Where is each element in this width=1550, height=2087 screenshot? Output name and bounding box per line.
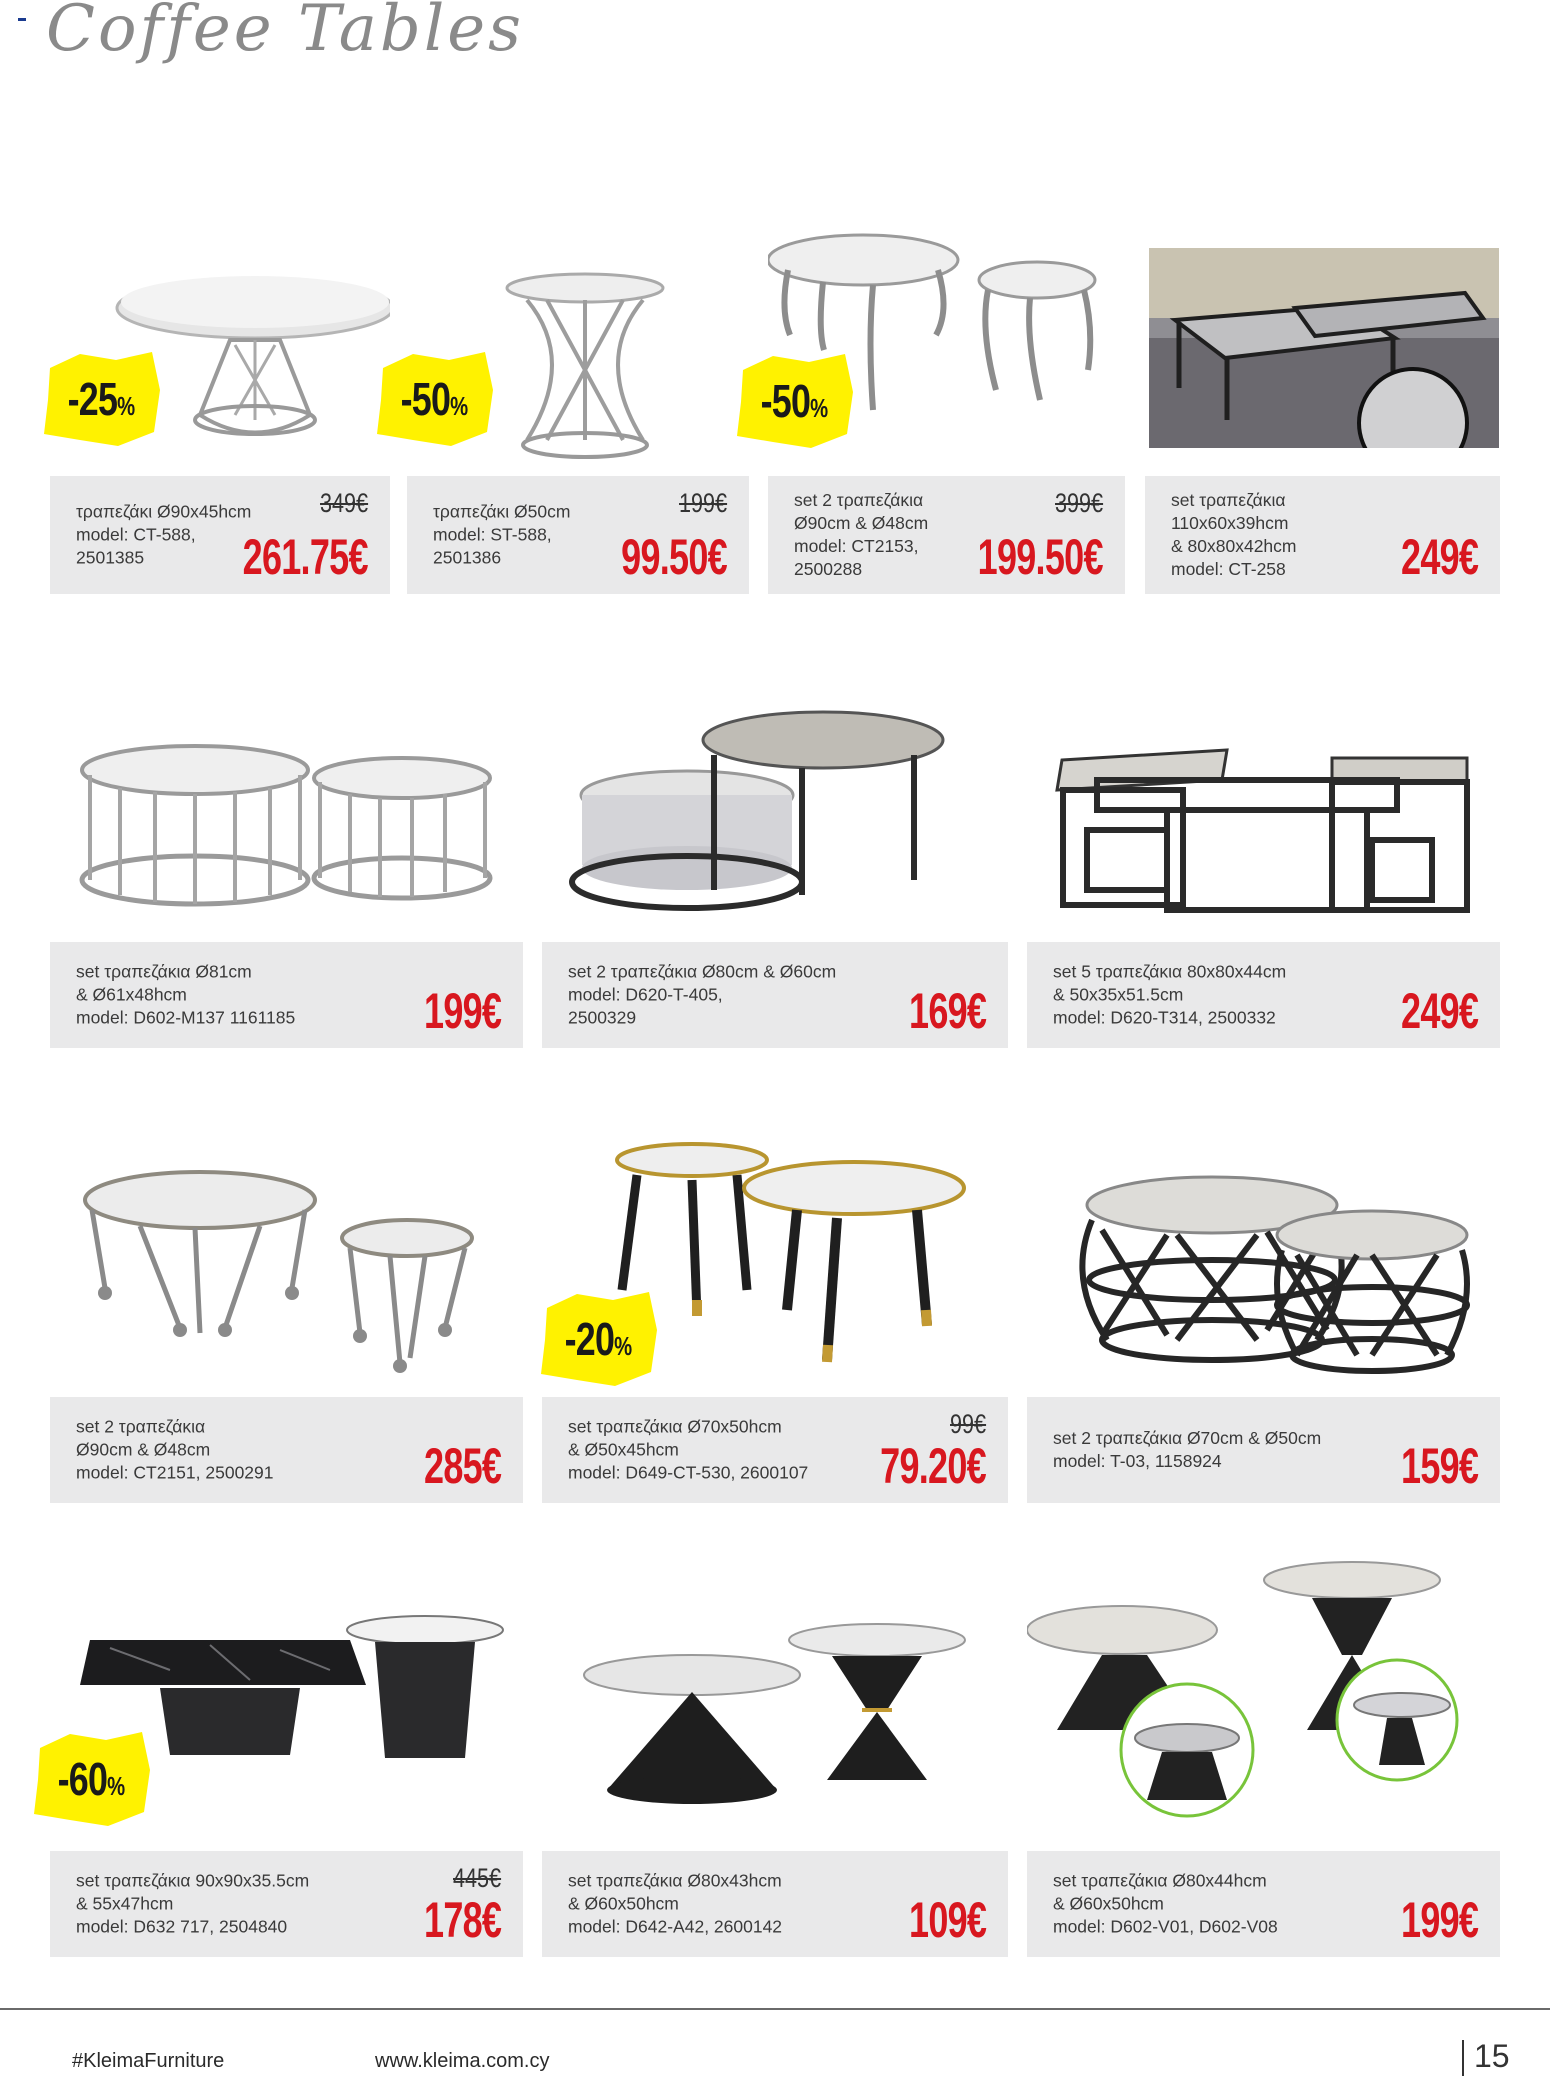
price: 199.50€ [977,529,1103,585]
discount-badge: -50% [373,350,495,450]
product-info [50,942,523,1048]
discount-badge: -25% [40,350,162,450]
footer-website-link[interactable]: www.kleima.com.cy [375,2050,550,2072]
product-card-6[interactable] [542,700,1008,1048]
product-info [1027,1851,1500,1957]
old-price: 445€ [452,1863,501,1893]
product-info [542,1851,1008,1957]
price: 159€ [1400,1438,1478,1494]
product-info [1027,942,1500,1048]
product-card-9[interactable] [542,1140,1008,1503]
product-card-10[interactable] [1027,1160,1500,1503]
product-card-5[interactable] [50,720,523,1048]
product-description: set τραπεζάκια Ø80x44hcm & Ø60x50hcm model: D602-V01, D602-V08 [1053,1870,1278,1937]
product-description: set τραπεζάκια Ø80x43hcm & Ø60x50hcm model: D642-A42, 2600142 [568,1870,783,1937]
product-info [542,942,1008,1048]
price: 261.75€ [242,529,368,585]
product-info [50,476,390,594]
footer-separator [1462,2040,1464,2076]
product-description: set τραπεζάκια Ø81cm & Ø61x48hcm model: D602-M137 1161185 [76,961,296,1028]
price: 285€ [423,1438,501,1494]
price: 199€ [1400,1892,1478,1948]
product-card-8[interactable] [50,1168,523,1503]
price: 249€ [1400,529,1478,585]
discount-badge: -20% [537,1290,659,1390]
price: 109€ [908,1892,986,1948]
product-description: set τραπεζάκια 110x60x39hcm & 80x80x42hcm model: CT-258 [1171,490,1297,579]
product-description: set 5 τραπεζάκια 80x80x44cm & 50x35x51.5cm model: D620-T314, 2500332 [1053,961,1287,1028]
price: 178€ [423,1892,501,1948]
product-description: set 2 τραπεζάκια Ø90cm & Ø48cm model: CT2153, 2500288 [794,490,929,579]
discount-badge: -50% [733,352,855,452]
product-description: set τραπεζάκια Ø70x50hcm & Ø50x45hcm model: D649-CT-530, 2600107 [568,1416,809,1483]
page-title: Coffee Tables [46,0,524,66]
product-info [1027,1397,1500,1503]
footer-divider [0,2008,1550,2010]
price: 199€ [423,983,501,1039]
price: 99.50€ [621,529,727,585]
product-description: set 2 τραπεζάκια Ø80cm & Ø60cm model: D620-T-405, 2500329 [568,961,837,1028]
product-info [50,1851,523,1957]
corner-mark [18,18,26,21]
product-card-11[interactable] [50,1610,523,1957]
page-number: 15 [1474,2038,1510,2074]
product-card-12[interactable] [542,1620,1008,1957]
product-description: set τραπεζάκια 90x90x35.5cm & 55x47hcm model: D632 717, 2504840 [76,1870,310,1937]
product-description: set 2 τραπεζάκια Ø70cm & Ø50cm model: T-03, 1158924 [1053,1428,1322,1471]
footer-hashtag: #KleimaFurniture [72,2050,225,2072]
product-info [1145,476,1500,594]
old-price: 99€ [949,1409,986,1439]
price: 79.20€ [880,1438,986,1494]
product-card-2[interactable] [400,250,749,595]
price: 169€ [908,983,986,1039]
product-description: set 2 τραπεζάκια Ø90cm & Ø48cm model: CT2151, 2500291 [76,1416,274,1483]
discount-badge: -60% [30,1730,152,1830]
old-price: 399€ [1054,488,1103,518]
product-info [50,1397,523,1503]
product-card-13[interactable] [1027,1560,1500,1957]
product-card-3[interactable] [760,220,1125,595]
product-description: τραπεζάκι Ø50cm model: ST-588, 2501386 [433,501,571,568]
old-price: 199€ [678,488,727,518]
product-card-7[interactable] [1027,720,1500,1048]
old-price: 349€ [319,488,368,518]
product-info [407,476,749,594]
product-info [542,1397,1008,1503]
product-card-4[interactable] [1145,248,1500,595]
product-card-1[interactable] [50,250,390,595]
price: 249€ [1400,983,1478,1039]
product-description: τραπεζάκι Ø90x45hcm model: CT-588, 2501385 [76,501,252,568]
product-info [768,476,1125,594]
